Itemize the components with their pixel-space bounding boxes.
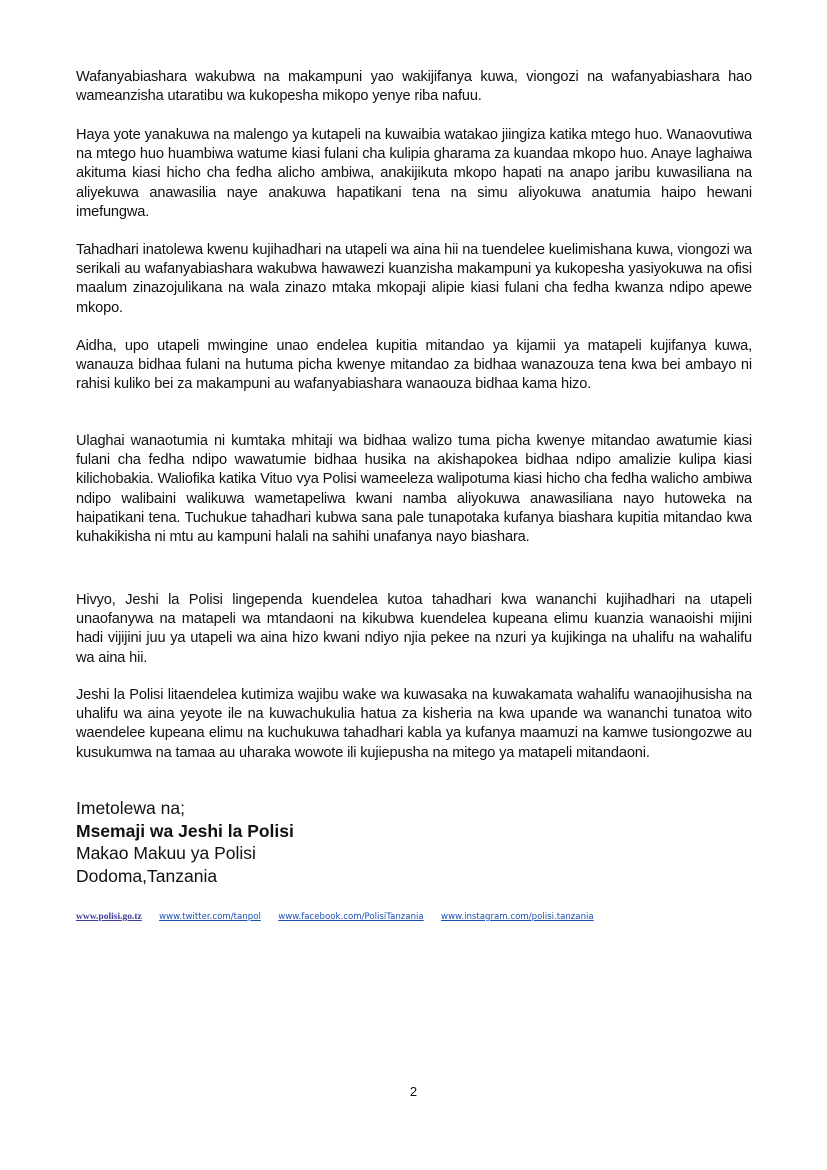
paragraph-7: Jeshi la Polisi litaendelea kutimiza wajibu wake wa kuwasaka na kuwakamata wahalifu wanaojihusisha na uhalifu wa aina yeyote ile na kuwachukulia hatua za kisheria na kwa upande wa wananchi tunatoa wito waendelee kupeana elimu na kuchukuwa tahadhari kabla ya kufanya maamuzi na kamwe tusiongozwe au kusukumwa na tamaa au uharaka wowote ili kujiepusha na mitego ya matapeli mitandaoni.	[76, 687, 752, 761]
paragraph-5: Ulaghai wanaotumia ni kumtaka mhitaji wa bidhaa walizo tuma picha kwenye mitandao awatumie kiasi fulani cha fedha ndipo wawatumie bidhaa husika na akishapokea bidhaa ndipo amalizie kulipa kiasi kilichobakia. Waliofika katika Vituo vya Polisi wameeleza walipotuma kiasi hicho cha fedha walicho ambiwa ndipo walibaini walikuwa wametapeliwa kwani namba aliyokuwa anawasiliana nayo hutoweka na haipatikani tena. Tuchukue tahadhari kubwa sana pale tunapotaka kufanya biashara kupitia mitandao kwa kuhakikisha ni mtu au kampuni halali na sahihi unafanya nayo biashara.	[76, 433, 752, 546]
issued-by: Imetolewa na;	[76, 798, 185, 818]
paragraph-6: Hivyo, Jeshi la Polisi lingependa kuendelea kutoa tahadhari kwa wananchi kujihadhari na utapeli unaofanywa na matapeli wa mtandaoni na kikubwa kuendelea kupeana elimu kuanzia wanaoishi mijini hadi vijijini juu ya utapeli wa aina hizo kwani ndiyo njia pekee na nzuri ya kujikinga na uhalifu na wahalifu wa aina hii.	[76, 592, 752, 666]
office-name: Makao Makuu ya Polisi	[76, 843, 256, 863]
instagram-link[interactable]: www.instagram.com/polisi.tanzania	[441, 912, 594, 922]
facebook-link[interactable]: www.facebook.com/PolisiTanzania	[278, 912, 424, 922]
website-link[interactable]: www.polisi.go.tz	[76, 912, 142, 922]
spokesperson-title: Msemaji wa Jeshi la Polisi	[76, 820, 294, 841]
twitter-link[interactable]: www.twitter.com/tanpol	[159, 912, 261, 922]
paragraph-4: Aidha, upo utapeli mwingine unao endelea kupitia mitandao ya kijamii ya matapeli kujifanya kuwa, wanauza bidhaa fulani na hutuma picha kwenye mitandao za bidhaa wanazouza tena kwa bei ambayo ni rahisi kuliko bei za makampuni au wafanyabiashara wanaouza bidhaa kama hizo.	[76, 338, 752, 393]
office-location: Dodoma,Tanzania	[76, 865, 218, 886]
signature-block	[76, 797, 294, 887]
paragraph-1: Wafanyabiashara wakubwa na makampuni yao wakijifanya kuwa, viongozi na wafanyabiashara hao wameanzisha utaratibu wa kukopesha mikopo yenye riba nafuu.	[76, 69, 752, 105]
footer-links	[76, 911, 609, 923]
paragraph-2: Haya yote yanakuwa na malengo ya kutapeli na kuwaibia watakao jiingiza katika mtego huo. Wanaovutiwa na mtego huo huambiwa watume kiasi fulani cha kulipia gharama za kuandaa mkopo huo. Anaye laghaiwa akituma kiasi hicho cha fedha alicho ambiwa, anakijikuta mkopo hapati na anapo jaribu kuwasiliana na aliyekuwa anawasilia naye anakuwa hapatikani tena na simu aliyokuwa anatumia haipo hewani imefungwa.	[76, 127, 752, 220]
page-number: 2	[409, 1084, 418, 1099]
paragraph-3: Tahadhari inatolewa kwenu kujihadhari na utapeli wa aina hii na tuendelee kuelimishana kuwa, viongozi wa serikali au wafanyabiashara wakubwa hawawezi kuanzisha makampuni ya kukopesha yasiyokuwa na ofisi maalum zinazojulikana na wala zinazo mtaka mkopaji alipie kiasi fulani cha fedha kwanza ndipo apewe mkopo.	[76, 242, 752, 316]
